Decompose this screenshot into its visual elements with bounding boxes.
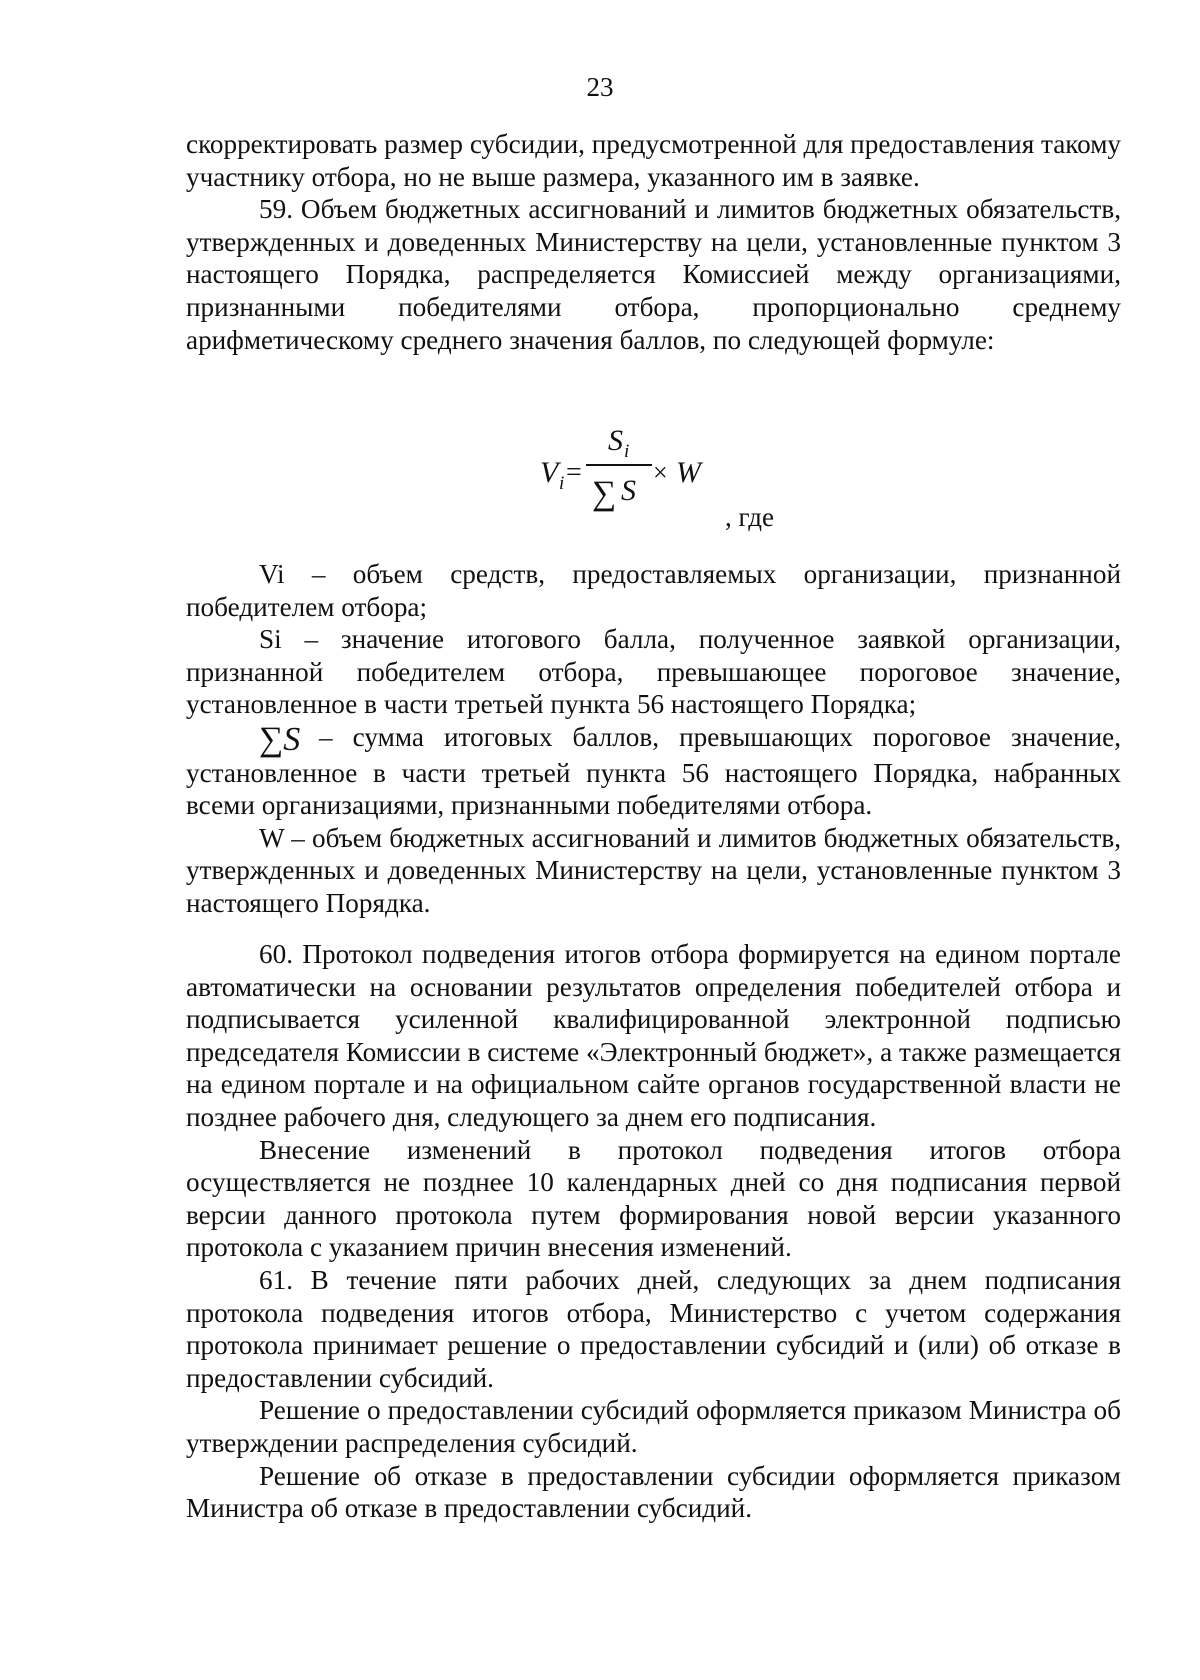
formula-denominator-var: S <box>621 474 636 507</box>
formula-suffix: , где <box>725 502 774 532</box>
formula-times: × <box>653 458 668 487</box>
definition-vi: Vi – объем средств, предоставляемых организации, признанной победителем отбора; <box>186 559 1121 622</box>
paragraph-59: 59. Объем бюджетных ассигнований и лимитов бюджетных обязательств, утвержденных и доведенных Министерству на цели, установленные пунктом 3 настоящего Порядка, распределяется Комиссией между организациями, признанными победителями отбора, пропорционально среднему арифметическому среднего значения баллов, по следующей формуле: <box>186 194 1121 355</box>
distribution-formula <box>0 420 1200 535</box>
formula-numerator-sub: i <box>624 441 630 462</box>
definition-si: Si – значение итогового балла, полученное заявкой организации, признанной победителем отбора, превышающее пороговое значение, установленное в части третьей пункта 56 настоящего Порядка; <box>186 624 1121 720</box>
paragraph-continuation: скорректировать размер субсидии, предусмотренной для предоставления такому участнику отбора, но не выше размера, указанного им в заявке. <box>186 129 1121 192</box>
bottom-text-block <box>186 938 1121 1525</box>
paragraph-61: 61. В течение пяти рабочих дней, следующих за днем подписания протокола подведения итогов отбора, Министерство с учетом содержания протокола принимает решение о предоставлении субсидий и (или) об отказе в предоставлении субсидий. <box>186 1264 1121 1393</box>
definition-w: W – объем бюджетных ассигнований и лимитов бюджетных обязательств, утвержденных и доведенных Министерству на цели, установленные пунктом 3 настоящего Порядка. <box>186 822 1121 918</box>
formula-graphic <box>0 420 1200 535</box>
page-number: 23 <box>586 72 614 102</box>
formula-sigma: ∑ <box>592 475 617 512</box>
formula-lhs-var: V <box>540 456 559 489</box>
definitions-block <box>186 558 1121 920</box>
definition-sum-text: – сумма итоговых баллов, превышающих пороговое значение, установленное в части третьей пункта 56 настоящего Порядка, набранных всеми организациями, признанными победителями отбора. <box>186 721 1121 821</box>
paragraph-60: 60. Протокол подведения итогов отбора формируется на едином портале автоматически на основании результатов определения победителей отбора и подписывается усиленной квалифицированной электронной подписью председателя Комиссии в системе «Электронный бюджет», а также размещается на едином портале и на официальном сайте органов государственной власти не позднее рабочего дня, следующего за днем его подписания. <box>186 939 1121 1132</box>
paragraph-decision-grant: Решение о предоставлении субсидий оформляется приказом Министра об утверждении распределения субсидий. <box>186 1395 1121 1458</box>
sum-symbol: ∑S <box>259 720 301 758</box>
paragraph-protocol-changes: Внесение изменений в протокол подведения итогов отбора осуществляется не позднее 10 календарных дней со дня подписания первой версии данного протокола путем формирования новой версии указанного протокола с указанием причин внесения изменений. <box>186 1134 1121 1263</box>
top-text-block <box>186 128 1121 356</box>
formula-equals: = <box>566 457 582 488</box>
formula-factor: W <box>676 456 701 489</box>
formula-numerator-var: S <box>608 424 623 457</box>
formula-lhs-sub: i <box>559 473 565 494</box>
definition-sum-s <box>186 721 1121 822</box>
paragraph-decision-refusal: Решение об отказе в предоставлении субсидии оформляется приказом Министра об отказе в предоставлении субсидий. <box>186 1460 1121 1524</box>
